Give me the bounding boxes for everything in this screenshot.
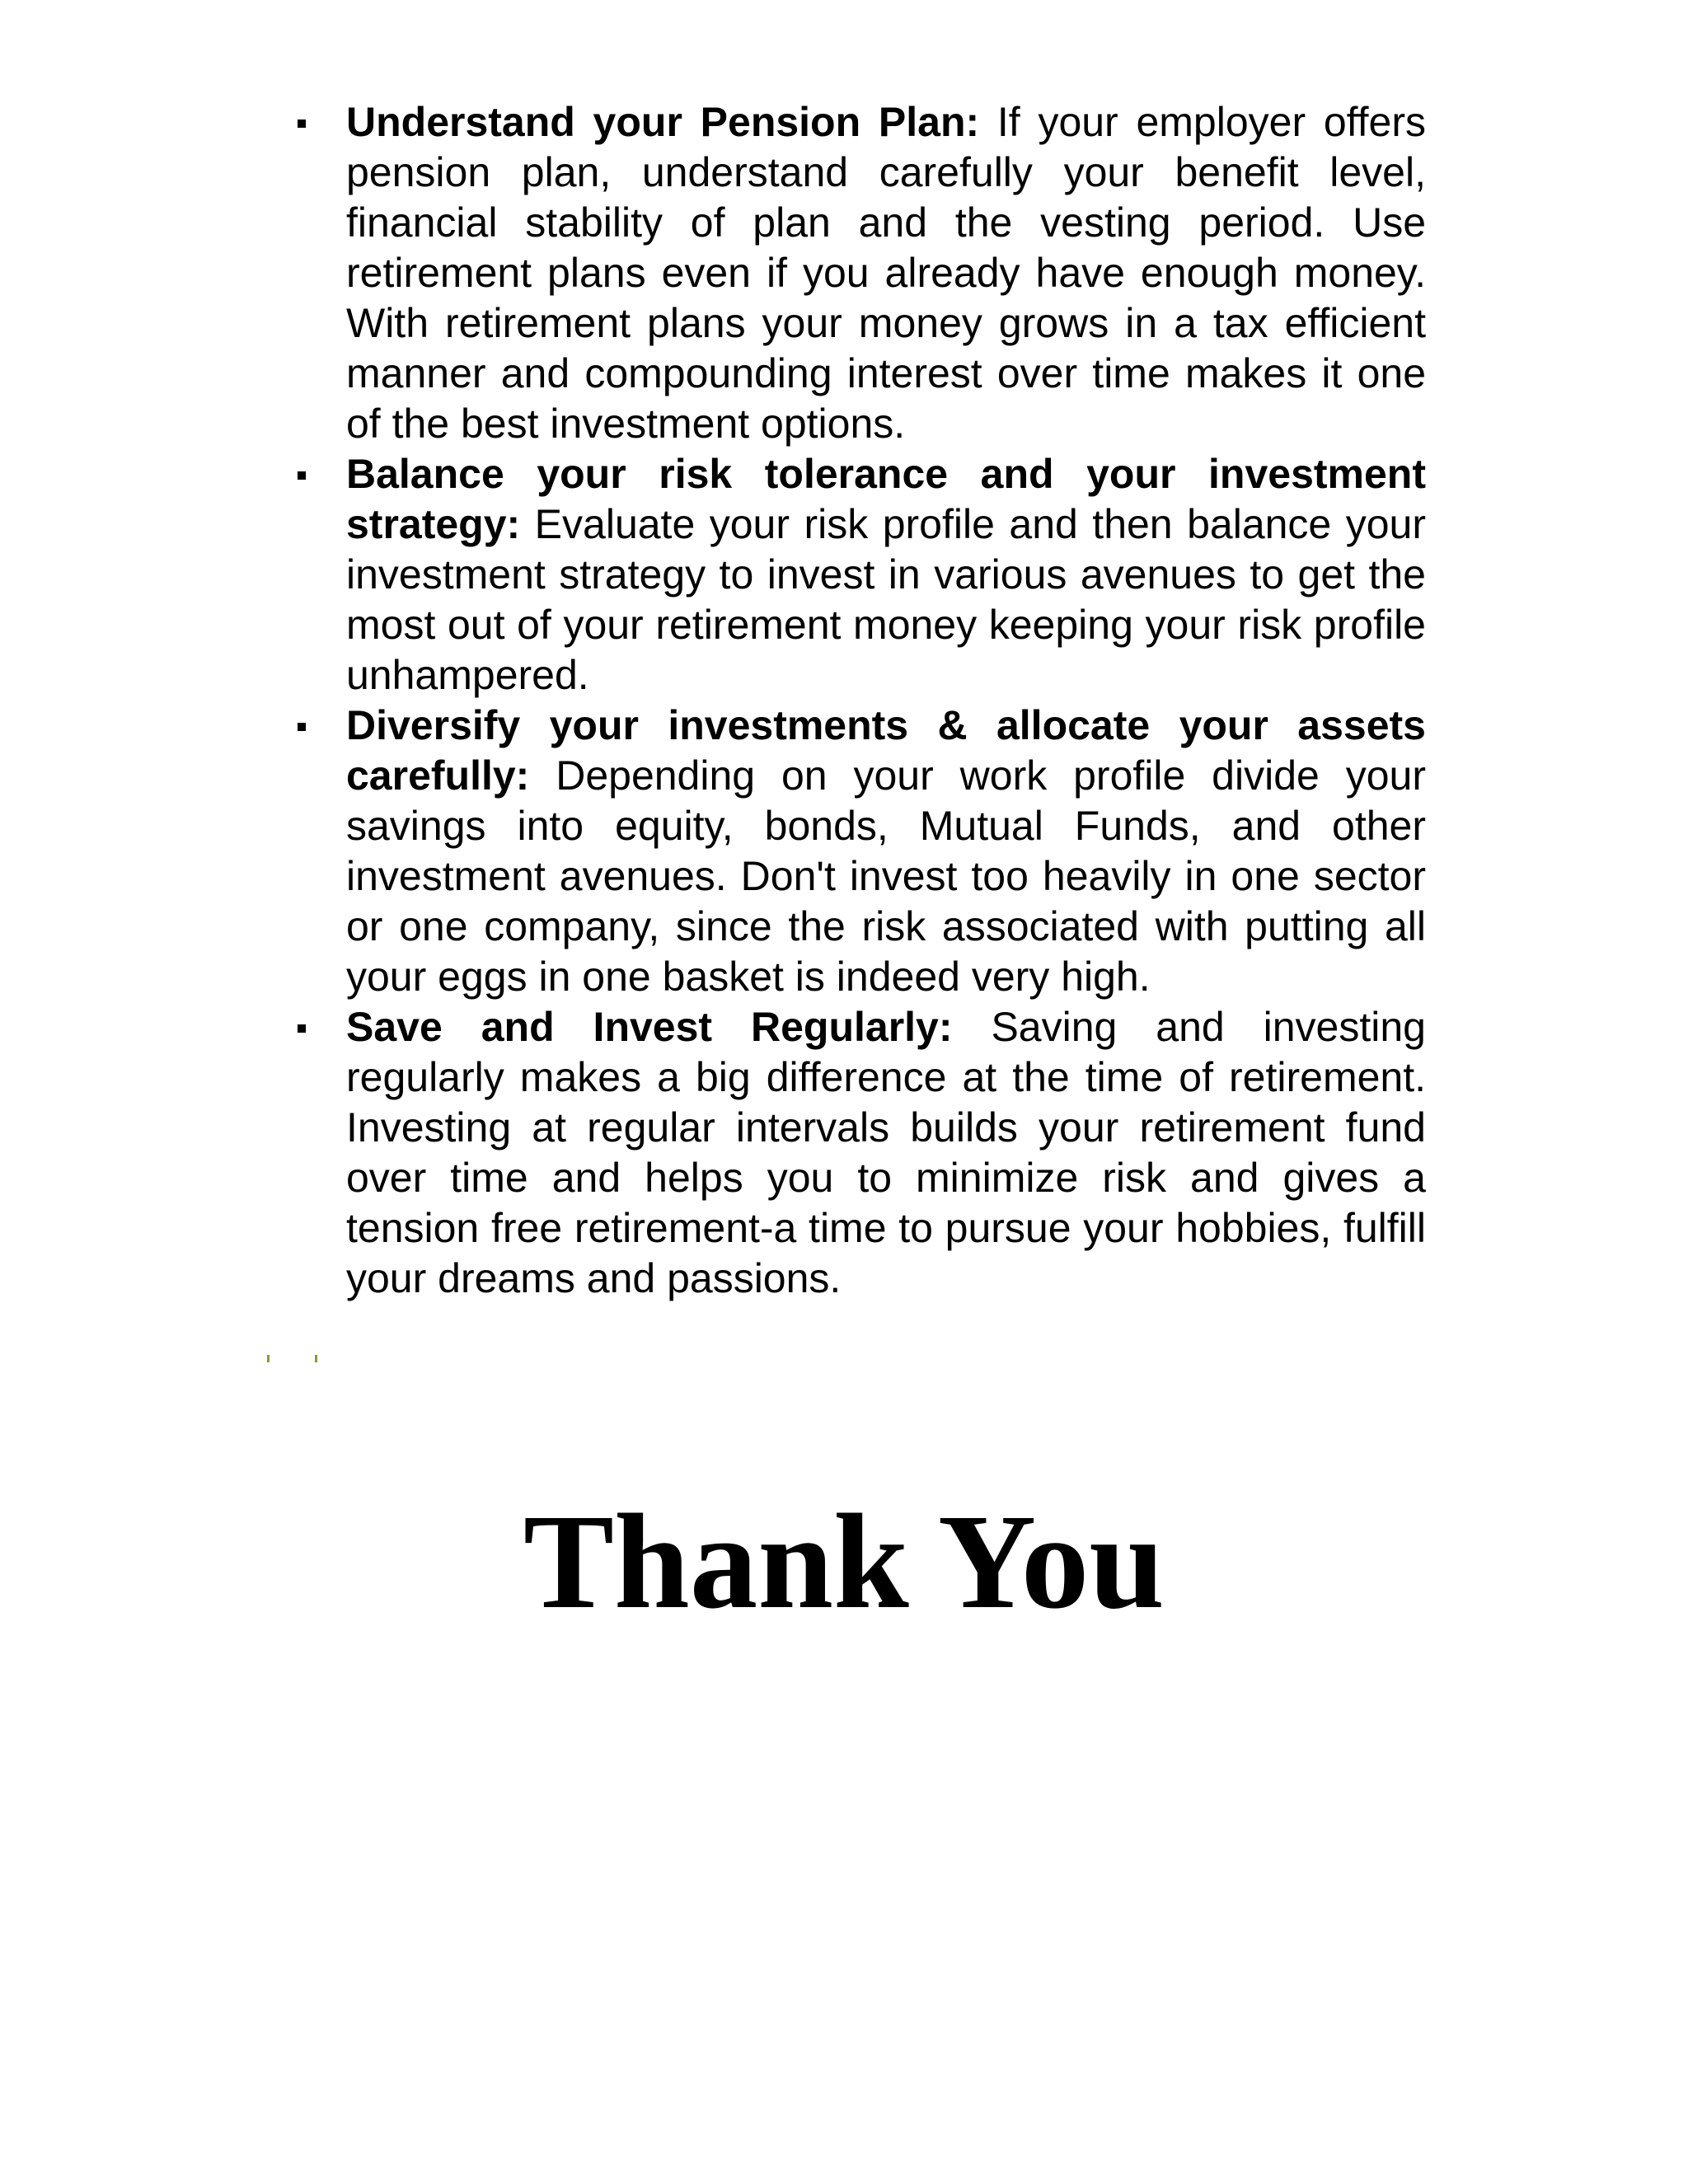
stray-tick-mark xyxy=(315,1355,317,1362)
retirement-tips-list xyxy=(288,97,1426,1304)
stray-marks xyxy=(264,1355,330,1371)
tip-item-pension-plan xyxy=(288,97,1426,449)
tip-heading: Diversify your investments & allocate your assets carefully: xyxy=(346,702,1426,799)
tip-item-save-invest xyxy=(288,1002,1426,1304)
tip-body: If your employer offers pension plan, understand carefully your benefit level, financial stability of plan and the vesting period. Use retirement plans even if you already have enough money. With retirement plans your money grows in a tax efficient manner and compounding interest over time makes it one of the best investment options. xyxy=(346,99,1426,447)
tip-item-diversify xyxy=(288,701,1426,1002)
square-bullet-icon xyxy=(298,1024,306,1033)
square-bullet-icon xyxy=(298,120,306,128)
square-bullet-icon xyxy=(298,723,306,731)
tip-body: Evaluate your risk profile and then balance your investment strategy to invest in various avenues to get the most out of your retirement money keeping your risk profile unhampered. xyxy=(346,501,1426,698)
stray-tick-mark xyxy=(267,1355,270,1362)
square-bullet-icon xyxy=(298,471,306,480)
tip-heading: Balance your risk tolerance and your investment strategy: xyxy=(346,451,1426,547)
tip-body: Depending on your work profile divide your savings into equity, bonds, Mutual Funds, and other investment avenues. Don't invest too heavily in one sector or one company, since the risk associated with putting all your eggs in one basket is indeed very high. xyxy=(346,752,1426,1000)
thank-you-heading: Thank You xyxy=(523,1486,1165,1637)
tip-body: Saving and investing regularly makes a big difference at the time of retirement. Investing at regular intervals builds your retirement fund over time and helps you to minimize risk and gives a tension free retirement-a time to pursue your hobbies, fulfill your dreams and passions. xyxy=(346,1004,1426,1301)
tip-item-risk-tolerance xyxy=(288,449,1426,701)
tip-heading: Save and Invest Regularly: xyxy=(346,1004,992,1050)
tip-heading: Understand your Pension Plan: xyxy=(346,99,997,145)
